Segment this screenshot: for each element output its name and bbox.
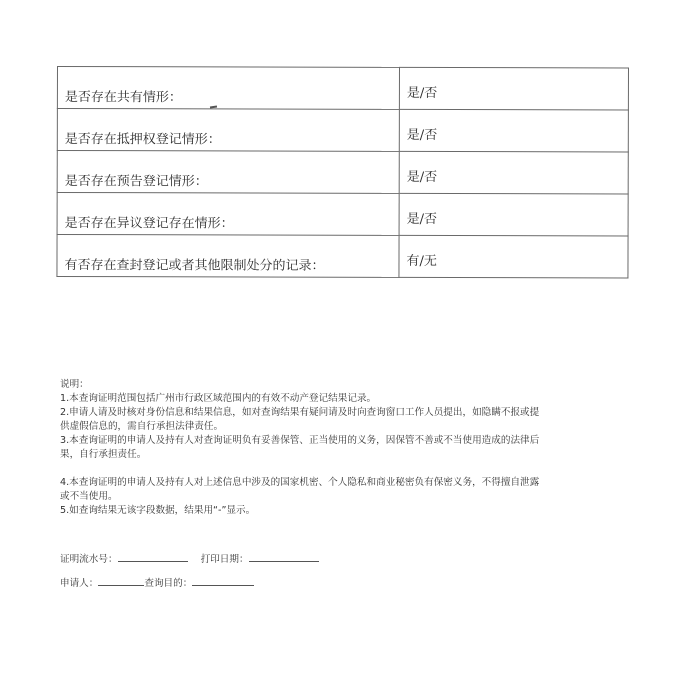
question-cell (57, 109, 399, 152)
notes-section (60, 378, 630, 518)
answer-cell (399, 235, 628, 278)
table-row (57, 193, 628, 236)
query-purpose-blank (192, 575, 254, 586)
table-row (57, 109, 628, 152)
note-spacer (60, 462, 630, 476)
note-line: 5.如查询结果无该字段数据，结果用“-”显示。 (60, 505, 256, 516)
question-cell (57, 151, 399, 194)
seizure-question: 有否存在查封登记或者其他限制处分的记录： (64, 258, 325, 274)
applicant-label: 申请人： (60, 578, 99, 589)
co-ownership-answer: 是/否 (406, 85, 438, 101)
seizure-answer: 有/无 (406, 253, 437, 269)
applicant-purpose-line (60, 575, 660, 589)
query-purpose-label: 查询目的： (144, 578, 193, 589)
question-cell (57, 67, 399, 110)
note-line: 1.本查询证明范围包括广州市行政区域范围内的有效不动产登记结果记录。 (60, 393, 377, 404)
notes-heading: 说明： (60, 379, 89, 390)
note-line: 3.本查询证明的申请人及持有人对查询证明负有妥善保管、正当使用的义务，因保管不善或不当使用造成的法律后 (60, 435, 540, 446)
answer-cell (399, 109, 628, 152)
advance-notice-question: 是否存在预告登记情形： (64, 174, 208, 190)
table-row (57, 151, 628, 194)
mortgage-answer: 是/否 (406, 127, 438, 143)
table-row (57, 235, 628, 278)
serial-date-line (60, 551, 660, 565)
note-line: 供虚假信息的，需自行承担法律责任。 (60, 421, 224, 432)
serial-number-blank (118, 551, 188, 562)
note-line: 果，自行承担责任。 (60, 449, 147, 460)
advance-notice-answer: 是/否 (406, 169, 438, 185)
question-cell (57, 193, 399, 236)
answer-cell (399, 67, 628, 110)
print-date-label: 打印日期： (200, 554, 249, 565)
question-cell (57, 235, 399, 278)
note-line: 4.本查询证明的申请人及持有人对上述信息中涉及的国家机密、个人隐私和商业秘密负有保密义务，不得擅自泄露 (60, 477, 540, 488)
mortgage-question: 是否存在抵押权登记情形： (64, 132, 221, 148)
objection-answer: 是/否 (406, 211, 438, 227)
note-line: 2.申请人请及时核对身份信息和结果信息，如对查询结果有疑问请及时向查询窗口工作人员提出，如隐瞒不报或提 (60, 407, 540, 418)
applicant-blank (98, 575, 144, 586)
note-line: 或不当使用。 (60, 491, 118, 502)
query-result-table (56, 66, 629, 278)
answer-cell (399, 151, 628, 194)
co-ownership-question: 是否存在共有情形： (64, 90, 182, 106)
print-date-blank (249, 551, 319, 562)
serial-number-label: 证明流水号： (60, 554, 118, 565)
objection-question: 是否存在异议登记存在情形： (64, 216, 234, 232)
answer-cell (399, 193, 628, 236)
table-row (57, 67, 628, 110)
